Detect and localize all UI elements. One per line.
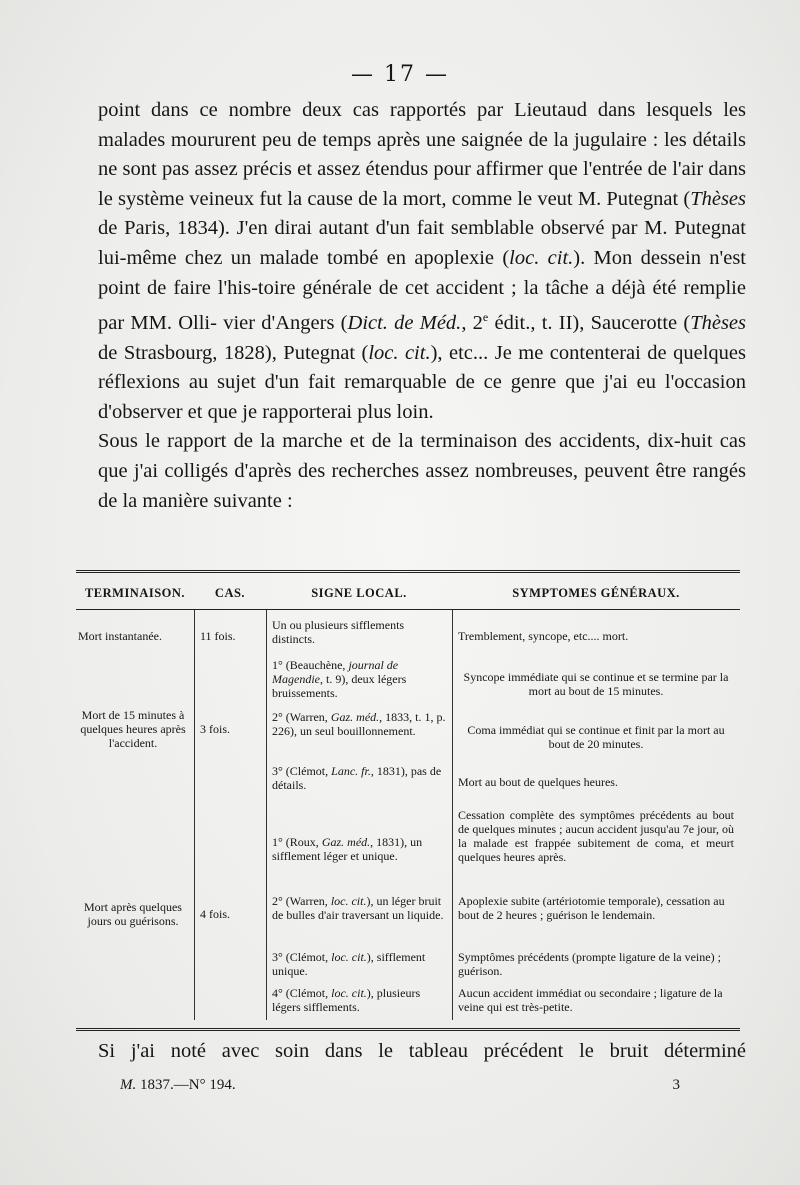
table-row: 2° (Warren, Gaz. méd., 1833, t. 1, p. 226), un seul bouillonnement. Coma immédiat qui se continue et finit par la mort au bout de 20 minutes. [272,710,725,751]
header-terminaison: TERMINAISON. [84,586,186,600]
page-footer [120,1077,680,1094]
table-row: 1° (Beauchène, journal de Magendie, t. 9), deux légers bruissements. Syncope immédiate qui se continue et se termine par la mort au bout de 15 minutes. [272,658,729,700]
table-group-3: Mort après quelques jours ou guérisons. 4 fois. 1° (Roux, Gaz. méd., 1831), un sifflement léger et unique. Cessation complète des symptômes précédents au bout de quelques minutes ; aucun accident jusqu'au 7e jour, où la malade est frappée subitement de coma, et meurt quelques heures après. 2° (Warren, loc. cit.), un léger bruit de bulles d'air traversant un liquide. Apoplexie subite (artériotomie temporale), cessation au bout de 2 heures ; guérison le lendemain. 3° (Clémot, loc. cit.), sifflement unique. Symptômes précédents (prompte ligature de la veine) ; guérison. 4° (Clémot, loc. cit.), plusieurs légers sifflements. Aucun accident immédiat ou secondaire ; ligature de la veine qui est très-petite. [76,808,740,1020]
paragraph-1: point dans ce nombre deux cas rapportés par Lieutaud dans lesquels les malades moururent peu de temps après une saignée de la jugulaire : les détails ne sont pas assez précis et assez étendus pour affirmer que l'entrée de l'air dans le système veineux fut la cause de la mort, comme le veut M. Putegnat (Thèses de Paris, 1834). J'en dirai autant d'un fait semblable observé par M. Putegnat lui-même chez un malade tombé en apoplexie (loc. cit.). Mon dessein n'est point de faire l'his-toire générale de cet accident ; la tâche a déjà été remplie par MM. Olli- vier d'Angers (Dict. de Méd., 2e édit., t. II), Saucerotte (Thèses de Strasbourg, 1828), Putegnat (loc. cit.), etc... Je me contenterai de quelques réflexions au sujet d'un fait remarquable de ce genre que j'ai eu l'occasion d'observer et que je rapporterai plus loin. [98,99,747,423]
table-header [76,576,740,609]
table-row: 1° (Roux, Gaz. méd., 1831), un sifflement léger et unique. Cessation complète des symptômes précédents au bout de quelques minutes ; aucun accident jusqu'au 7e jour, où la malade est frappée subitement de coma, et meurt quelques heures après. [272,808,734,864]
table-bottom-rule [76,1028,740,1034]
header-cas: CAS. [214,586,246,600]
header-signe-local: SIGNE LOCAL. [311,586,407,600]
final-text-line: Si j'ai noté avec soin dans le tableau précédent le bruit déterminé [98,1040,746,1062]
table-row: Mort instantanée. 11 fois. Un ou plusieurs sifflements distincts. Tremblement, syncope, etc.... mort. [78,618,629,646]
table-row: 2° (Warren, loc. cit.), un léger bruit de bulles d'air traversant un liquide. Apoplexie subite (artériotomie temporale), cessation au bout de 2 heures ; guérison le lendemain. [272,894,725,922]
cases-table [76,570,740,1034]
footer-sheet-number: 3 [672,1077,680,1093]
page-number: — 17 — [351,62,449,87]
paragraph-2: Sous le rapport de la marche et de la terminaison des accidents, dix-huit cas que j'ai colligés d'après des recherches assez nombreuses, peuvent être rangés de la manière suivante : [98,430,746,512]
footer-signature: M. 1837.—N° 194. [120,1077,236,1093]
table-row: 3° (Clémot, Lanc. fr., 1831), pas de détails. Mort au bout de quelques heures. [272,764,618,792]
main-text [98,96,746,516]
table-group-2: Mort de 15 minutes à quelques heures après l'accident. 3 fois. 1° (Beauchène, journal de Magendie, t. 9), deux légers bruissements. Syncope immédiate qui se continue et se termine par la mort au bout de 15 minutes. 2° (Warren, Gaz. méd., 1833, t. 1, p. 226), un seul bouillonnement. Coma immédiat qui se continue et finit par la mort au bout de 20 minutes. 3° (Clémot, Lanc. fr., 1831), pas de détails. Mort au bout de quelques heures. [76,658,740,800]
header-symptomes: SYMPTOMES GÉNÉRAUX. [512,586,680,600]
table-row: 3° (Clémot, loc. cit.), sifflement unique. Symptômes précédents (prompte ligature de la veine) ; guérison. [272,950,721,978]
table-row: 4° (Clémot, loc. cit.), plusieurs légers sifflements. Aucun accident immédiat ou secondaire ; ligature de la veine qui est très-petite. [272,986,723,1014]
table-body [76,610,740,1020]
